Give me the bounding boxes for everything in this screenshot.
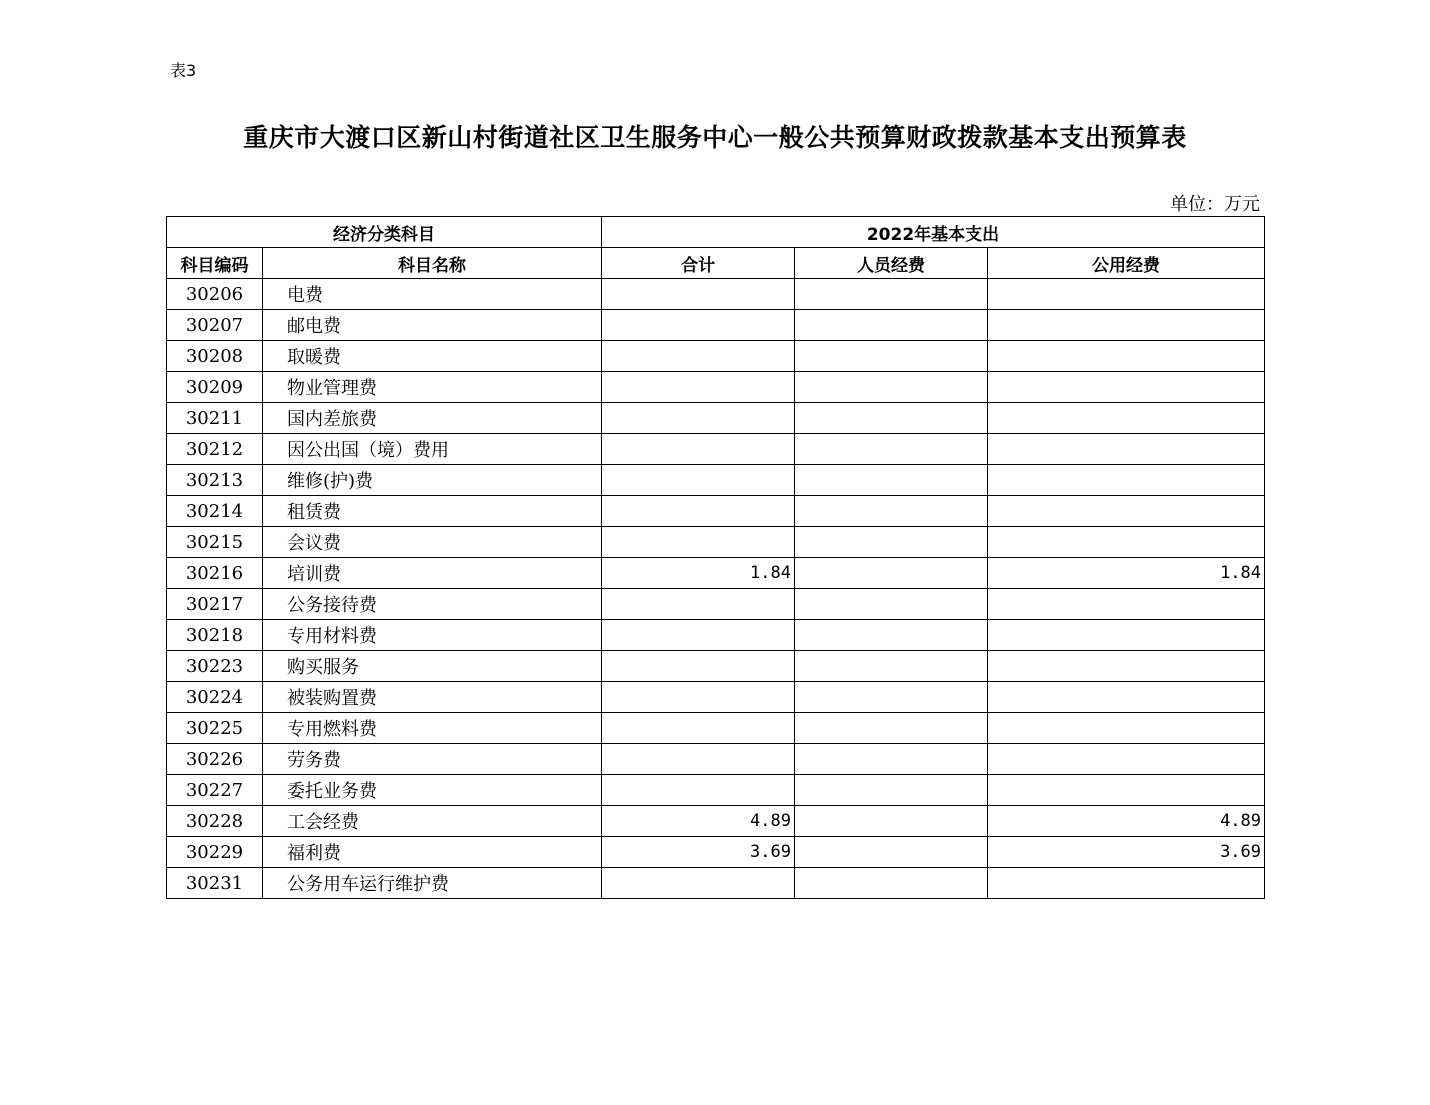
cell-personnel xyxy=(795,341,988,372)
table-row xyxy=(167,713,1265,744)
header-group-row xyxy=(167,217,1265,248)
table-row xyxy=(167,589,1265,620)
cell-public xyxy=(988,651,1265,682)
table-row xyxy=(167,341,1265,372)
cell-code: 30206 xyxy=(167,279,263,310)
page-title: 重庆市大渡口区新山村街道社区卫生服务中心一般公共预算财政拨款基本支出预算表 xyxy=(243,123,1187,152)
cell-name: 购买服务 xyxy=(263,651,602,682)
cell-total xyxy=(602,744,795,775)
cell-name: 福利费 xyxy=(263,837,602,868)
table-row xyxy=(167,558,1265,589)
cell-name: 物业管理费 xyxy=(263,372,602,403)
column-header-code: 科目编码 xyxy=(167,248,263,279)
column-header-name: 科目名称 xyxy=(263,248,602,279)
cell-public xyxy=(988,341,1265,372)
cell-personnel xyxy=(795,279,988,310)
cell-code: 30228 xyxy=(167,806,263,837)
cell-total: 4.89 xyxy=(602,806,795,837)
cell-name: 委托业务费 xyxy=(263,775,602,806)
cell-total xyxy=(602,713,795,744)
cell-public xyxy=(988,310,1265,341)
cell-total xyxy=(602,403,795,434)
cell-personnel xyxy=(795,775,988,806)
cell-name: 维修(护)费 xyxy=(263,465,602,496)
cell-name: 专用材料费 xyxy=(263,620,602,651)
cell-public: 1.84 xyxy=(988,558,1265,589)
table-row xyxy=(167,651,1265,682)
cell-public xyxy=(988,682,1265,713)
cell-personnel xyxy=(795,527,988,558)
cell-code: 30229 xyxy=(167,837,263,868)
table-row xyxy=(167,372,1265,403)
cell-total: 3.69 xyxy=(602,837,795,868)
cell-name: 会议费 xyxy=(263,527,602,558)
cell-personnel xyxy=(795,589,988,620)
cell-code: 30217 xyxy=(167,589,263,620)
cell-total xyxy=(602,341,795,372)
cell-personnel xyxy=(795,713,988,744)
table-number-label: 表3 xyxy=(170,61,197,80)
header-column-row xyxy=(167,248,1265,279)
cell-code: 30225 xyxy=(167,713,263,744)
cell-code: 30216 xyxy=(167,558,263,589)
cell-code: 30212 xyxy=(167,434,263,465)
cell-public xyxy=(988,372,1265,403)
cell-public: 3.69 xyxy=(988,837,1265,868)
cell-public: 4.89 xyxy=(988,806,1265,837)
table-row xyxy=(167,434,1265,465)
cell-name: 专用燃料费 xyxy=(263,713,602,744)
header-economic-classification: 经济分类科目 xyxy=(167,217,602,248)
table-row xyxy=(167,403,1265,434)
table-row xyxy=(167,465,1265,496)
cell-name: 培训费 xyxy=(263,558,602,589)
column-header-total: 合计 xyxy=(602,248,795,279)
cell-personnel xyxy=(795,310,988,341)
budget-table xyxy=(166,216,1265,899)
cell-code: 30215 xyxy=(167,527,263,558)
cell-total: 1.84 xyxy=(602,558,795,589)
cell-personnel xyxy=(795,558,988,589)
cell-public xyxy=(988,713,1265,744)
table-body xyxy=(167,279,1265,899)
cell-total xyxy=(602,589,795,620)
cell-personnel xyxy=(795,620,988,651)
cell-personnel xyxy=(795,868,988,899)
cell-public xyxy=(988,527,1265,558)
cell-public xyxy=(988,744,1265,775)
cell-code: 30207 xyxy=(167,310,263,341)
cell-code: 30211 xyxy=(167,403,263,434)
table-row xyxy=(167,310,1265,341)
cell-total xyxy=(602,527,795,558)
cell-code: 30209 xyxy=(167,372,263,403)
cell-name: 劳务费 xyxy=(263,744,602,775)
cell-total xyxy=(602,279,795,310)
cell-name: 取暖费 xyxy=(263,341,602,372)
cell-name: 因公出国（境）费用 xyxy=(263,434,602,465)
cell-public xyxy=(988,620,1265,651)
cell-total xyxy=(602,620,795,651)
cell-public xyxy=(988,496,1265,527)
cell-name: 邮电费 xyxy=(263,310,602,341)
unit-label: 单位：万元 xyxy=(1170,194,1260,215)
table-row xyxy=(167,279,1265,310)
cell-personnel xyxy=(795,806,988,837)
cell-name: 国内差旅费 xyxy=(263,403,602,434)
table-row xyxy=(167,806,1265,837)
cell-personnel xyxy=(795,465,988,496)
cell-code: 30223 xyxy=(167,651,263,682)
cell-personnel xyxy=(795,372,988,403)
table-row xyxy=(167,620,1265,651)
cell-total xyxy=(602,775,795,806)
cell-personnel xyxy=(795,496,988,527)
cell-total xyxy=(602,682,795,713)
cell-code: 30224 xyxy=(167,682,263,713)
cell-code: 30208 xyxy=(167,341,263,372)
cell-personnel xyxy=(795,682,988,713)
header-basic-expenditure: 2022年基本支出 xyxy=(602,217,1265,248)
cell-total xyxy=(602,310,795,341)
cell-public xyxy=(988,465,1265,496)
cell-code: 30213 xyxy=(167,465,263,496)
cell-total xyxy=(602,868,795,899)
cell-total xyxy=(602,372,795,403)
table-row xyxy=(167,527,1265,558)
cell-name: 电费 xyxy=(263,279,602,310)
cell-code: 30218 xyxy=(167,620,263,651)
column-header-public: 公用经费 xyxy=(988,248,1265,279)
table-row xyxy=(167,682,1265,713)
column-header-personnel: 人员经费 xyxy=(795,248,988,279)
cell-code: 30226 xyxy=(167,744,263,775)
cell-total xyxy=(602,651,795,682)
cell-public xyxy=(988,589,1265,620)
cell-name: 被装购置费 xyxy=(263,682,602,713)
cell-code: 30231 xyxy=(167,868,263,899)
cell-name: 公务接待费 xyxy=(263,589,602,620)
cell-personnel xyxy=(795,837,988,868)
cell-total xyxy=(602,465,795,496)
cell-code: 30227 xyxy=(167,775,263,806)
cell-personnel xyxy=(795,651,988,682)
cell-name: 租赁费 xyxy=(263,496,602,527)
cell-public xyxy=(988,279,1265,310)
table-row xyxy=(167,868,1265,899)
cell-public xyxy=(988,775,1265,806)
cell-personnel xyxy=(795,744,988,775)
cell-personnel xyxy=(795,403,988,434)
table-row xyxy=(167,775,1265,806)
table-row xyxy=(167,837,1265,868)
cell-personnel xyxy=(795,434,988,465)
cell-total xyxy=(602,496,795,527)
table-row xyxy=(167,496,1265,527)
cell-code: 30214 xyxy=(167,496,263,527)
cell-public xyxy=(988,434,1265,465)
cell-name: 公务用车运行维护费 xyxy=(263,868,602,899)
cell-name: 工会经费 xyxy=(263,806,602,837)
cell-total xyxy=(602,434,795,465)
cell-public xyxy=(988,403,1265,434)
table-row xyxy=(167,744,1265,775)
cell-public xyxy=(988,868,1265,899)
